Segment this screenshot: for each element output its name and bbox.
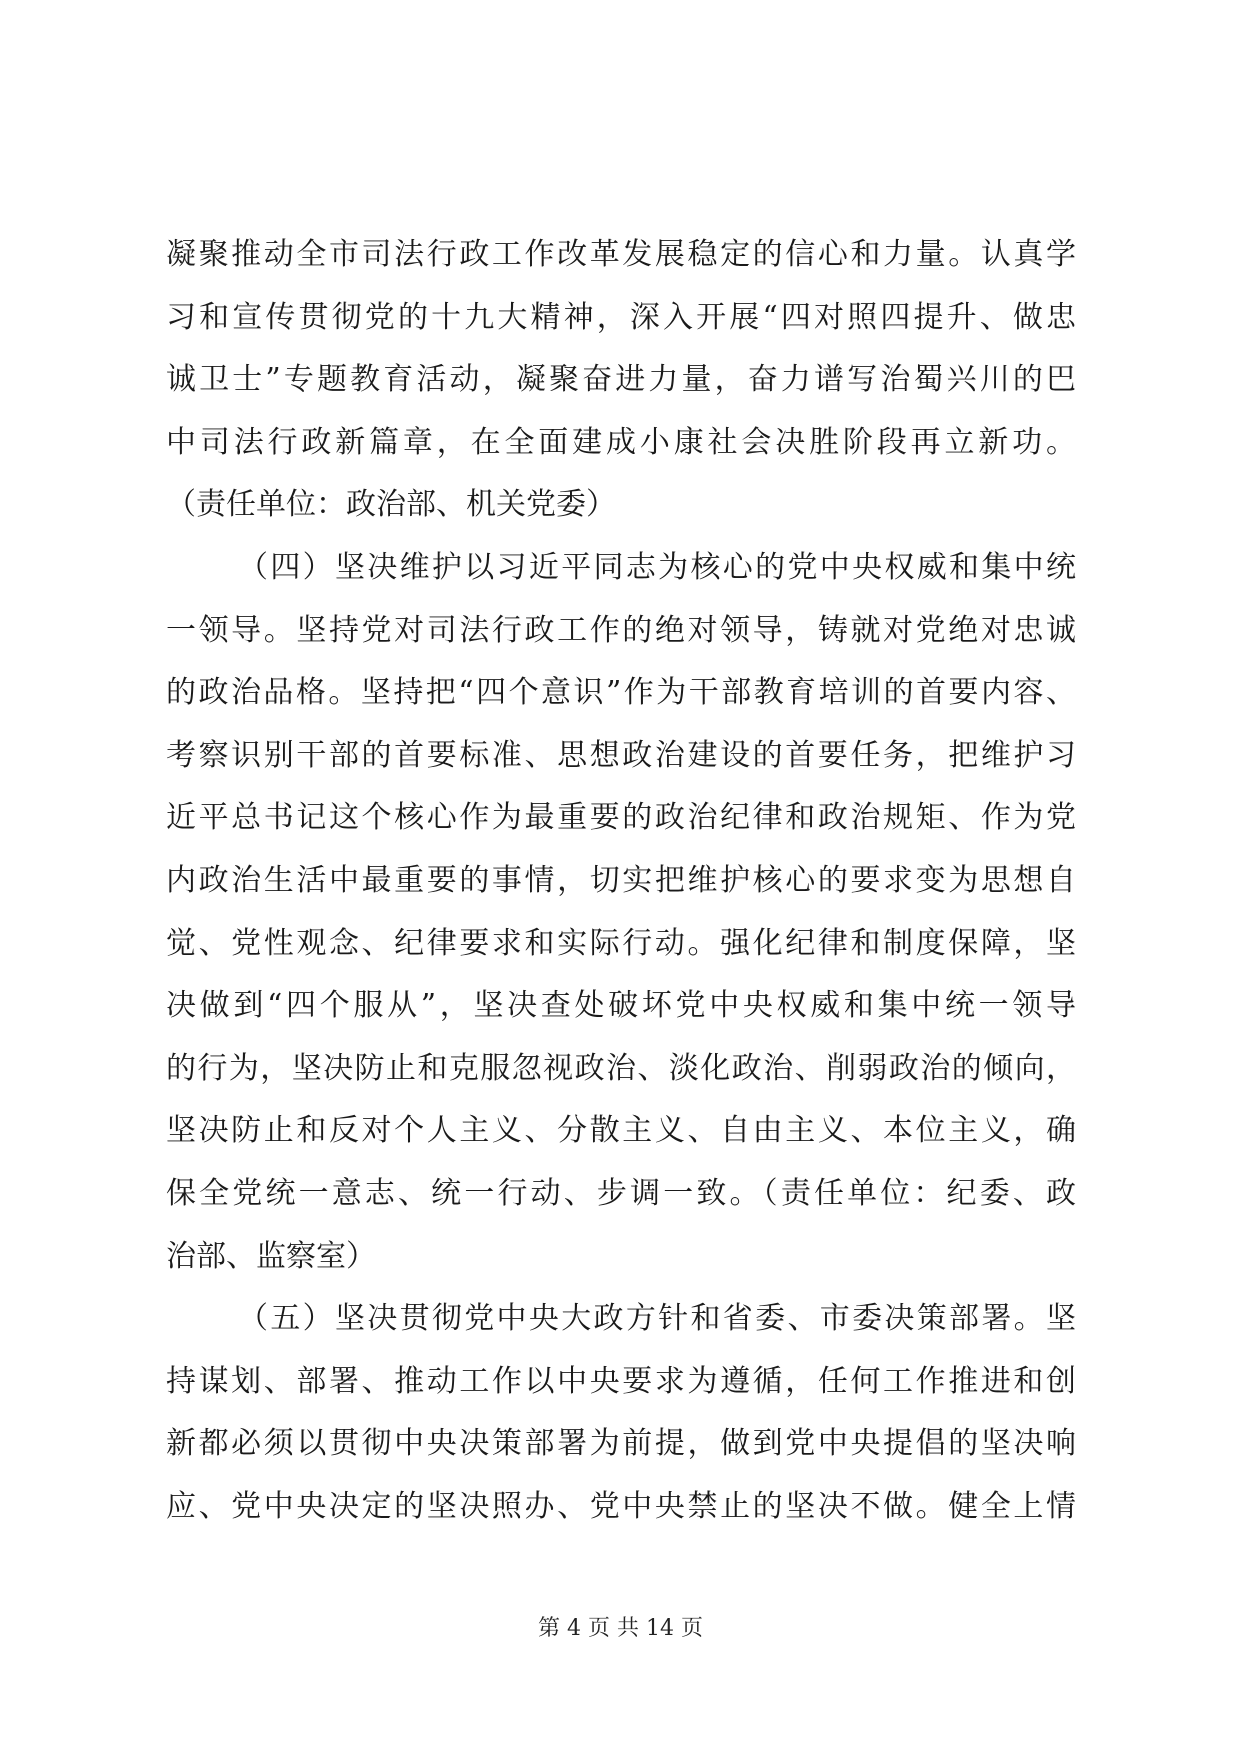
text-line: 一领导。坚持党对司法行政工作的绝对领导，铸就对党绝对忠诚	[166, 612, 1076, 648]
text-line: 持谋划、部署、推动工作以中央要求为遵循，任何工作推进和创	[166, 1363, 1076, 1399]
text-line: 的政治品格。坚持把“四个意识”作为干部教育培训的首要内容、	[166, 675, 1076, 711]
text-line: （五）坚决贯彻党中央大政方针和省委、市委决策部署。坚	[238, 1301, 1076, 1337]
text-line: 应、党中央决定的坚决照办、党中央禁止的坚决不做。健全上情	[166, 1488, 1076, 1524]
text-line: 治部、监察室）	[166, 1238, 376, 1274]
text-line: 中司法行政新篇章，在全面建成小康社会决胜阶段再立新功。	[166, 424, 1076, 460]
text-line: 近平总书记这个核心作为最重要的政治纪律和政治规矩、作为党	[166, 800, 1076, 836]
text-line: 坚决防止和反对个人主义、分散主义、自由主义、本位主义，确	[166, 1113, 1076, 1149]
text-line: 决做到“四个服从”，坚决查处破坏党中央权威和集中统一领导	[166, 988, 1076, 1024]
text-line: 新都必须以贯彻中央决策部署为前提，做到党中央提倡的坚决响	[166, 1426, 1076, 1462]
text-line: 觉、党性观念、纪律要求和实际行动。强化纪律和制度保障，坚	[166, 925, 1076, 961]
text-line: （四）坚决维护以习近平同志为核心的党中央权威和集中统	[238, 549, 1076, 585]
text-line: 习和宣传贯彻党的十九大精神，深入开展“四对照四提升、做忠	[166, 299, 1076, 335]
text-line: 凝聚推动全市司法行政工作改革发展稳定的信心和力量。认真学	[166, 237, 1076, 272]
page-number: 第 4 页 共 14 页	[538, 1616, 703, 1641]
text-line: 诚卫士”专题教育活动，凝聚奋进力量，奋力谱写治蜀兴川的巴	[166, 362, 1076, 398]
document-body	[166, 224, 1076, 1538]
text-line: 的行为，坚决防止和克服忽视政治、淡化政治、削弱政治的倾向，	[166, 1050, 1076, 1086]
text-line: （责任单位：政治部、机关党委）	[166, 487, 616, 523]
page-footer	[0, 1614, 1241, 1644]
text-line: 内政治生活中最重要的事情，切实把维护核心的要求变为思想自	[166, 862, 1076, 898]
text-line: 保全党统一意志、统一行动、步调一致。（责任单位：纪委、政	[166, 1175, 1076, 1211]
text-line: 考察识别干部的首要标准、思想政治建设的首要任务，把维护习	[166, 737, 1076, 773]
